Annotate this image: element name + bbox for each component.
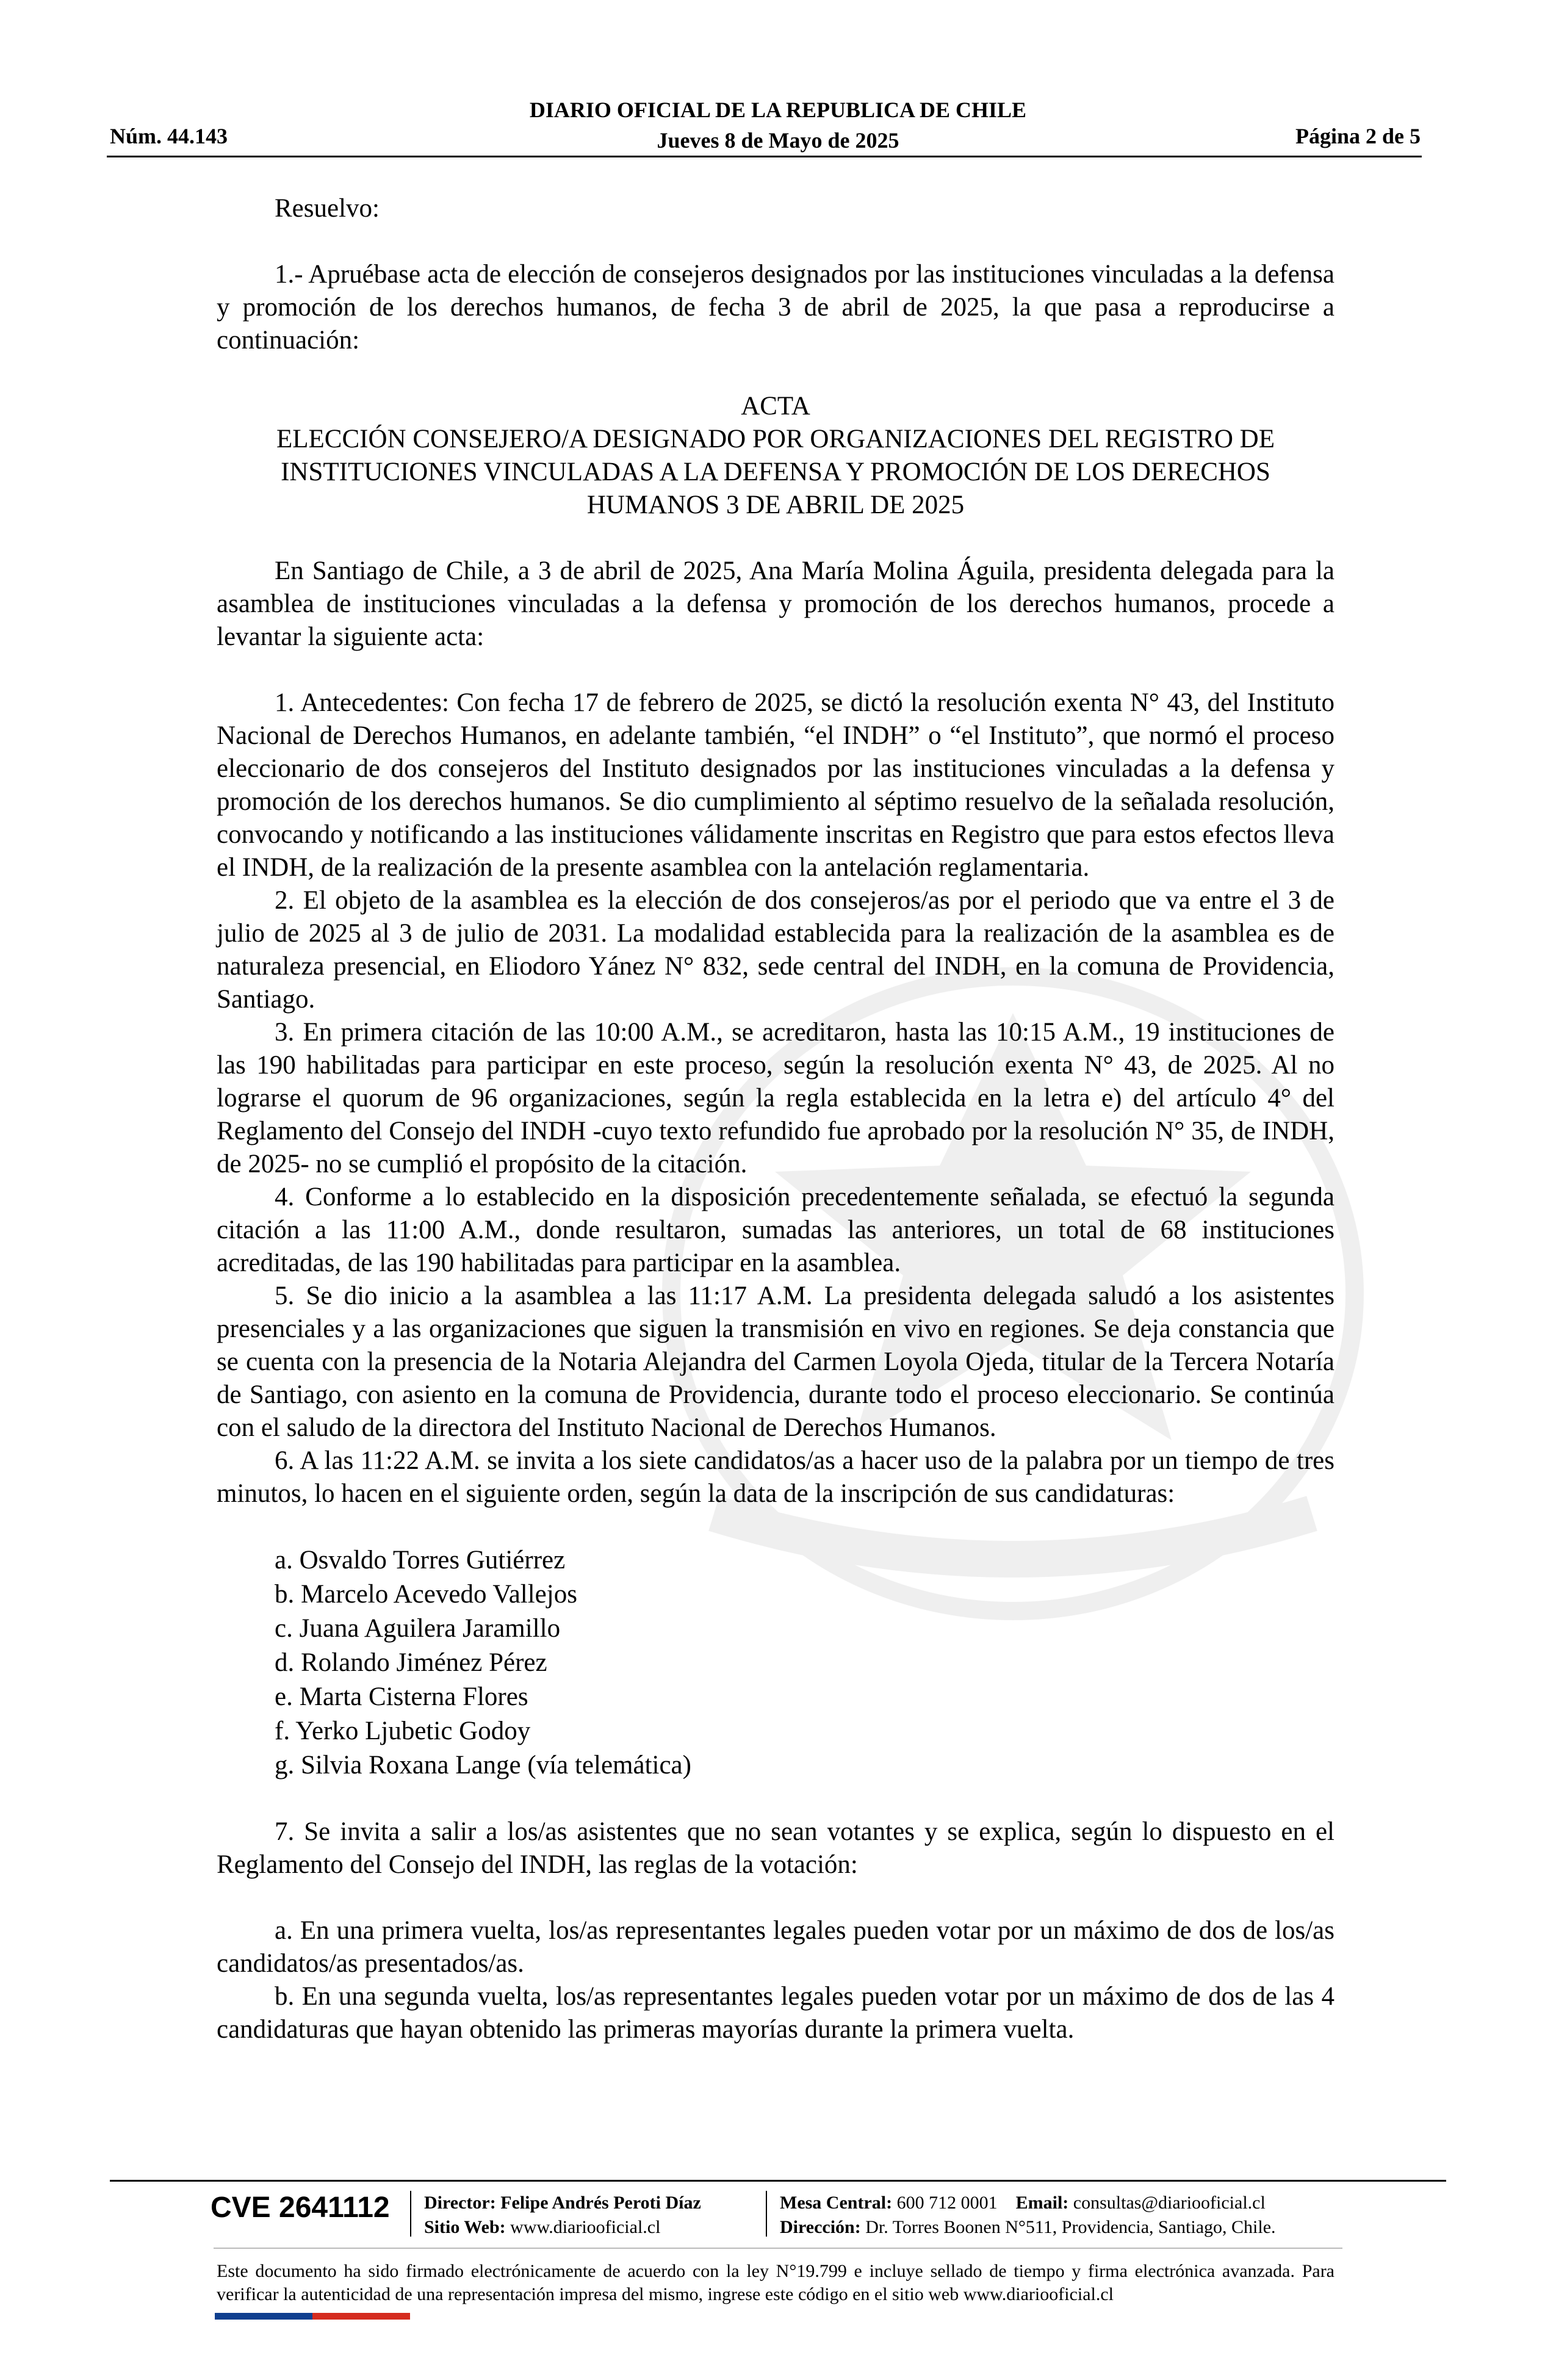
acta-item-6: 6. A las 11:22 A.M. se invita a los siete candidatos/as a hacer uso de la palabra por un tiempo de tres minutos, lo hacen en el siguiente orden, según la data de la inscripción de sus candidaturas: xyxy=(217,1446,1334,1508)
voting-rule-b: b. En una segunda vuelta, los/as representantes legales pueden votar por un máximo de dos de las 4 candidaturas que hayan obtenido las primeras mayorías durante la primera vuelta. xyxy=(217,1982,1334,2044)
candidate-list-item: e. Marta Cisterna Flores xyxy=(275,1682,528,1711)
acta-title: ACTA xyxy=(741,392,810,420)
footer-separator xyxy=(766,2191,767,2237)
footer-contact-block xyxy=(780,2191,1276,2240)
footer-director-block xyxy=(424,2191,701,2240)
document-body xyxy=(217,192,1334,2046)
candidate-list-item: g. Silvia Roxana Lange (vía telemática) xyxy=(275,1751,691,1780)
candidate-list-item: f. Yerko Ljubetic Godoy xyxy=(275,1717,531,1745)
candidate-list-item: b. Marcelo Acevedo Vallejos xyxy=(275,1580,577,1609)
acta-item-5: 5. Se dio inicio a la asamblea a las 11:17 A.M. La presidenta delegada saludó a los asistentes presenciales y a las organizaciones que siguen la transmisión en vivo en regiones. Se deja constancia que se cuenta con la presencia de la Notaria Alejandra del Carmen Loyola Ojeda, titular de la Tercera Notaría de Santiago, con asiento en la comuna de Providencia, durante todo el proceso eleccionario. Se continúa con el saludo de la directora del Instituto Nacional de Derechos Humanos. xyxy=(217,1282,1334,1442)
acta-item-1: 1. Antecedentes: Con fecha 17 de febrero de 2025, se dictó la resolución exenta N° 43, del Instituto Nacional de Derechos Humanos, en adelante también, “el INDH” o “el Instituto”, que normó el proceso eleccionario de dos consejeros del Instituto designados por las instituciones vinculadas a la defensa y promoción de los derechos humanos. Se dio cumplimiento al séptimo resuelvo de la señalada resolución, convocando y notificando a las instituciones válidamente inscritas en Registro que para estos efectos lleva el INDH, de la realización de la presente asamblea con la antelación reglamentaria. xyxy=(217,688,1334,882)
resuelvo-heading: Resuelvo: xyxy=(275,194,380,223)
email-label: Email: xyxy=(1015,2193,1069,2213)
acta-subtitle-line-1: ELECCIÓN CONSEJERO/A DESIGNADO POR ORGANIZACIONES DEL REGISTRO DE xyxy=(276,425,1275,453)
page-number: Página 2 de 5 xyxy=(1295,124,1421,148)
acta-item-7: 7. Se invita a salir a los/as asistentes que no sean votantes y se explica, según lo dispuesto en el Reglamento del Consejo del INDH, las reglas de la votación: xyxy=(217,1817,1334,1879)
acta-intro: En Santiago de Chile, a 3 de abril de 2025, Ana María Molina Águila, presidenta delegada para la asamblea de instituciones vinculadas a la defensa y promoción de los derechos humanos, procede a levantar la siguiente acta: xyxy=(217,557,1334,651)
newspaper-title: DIARIO OFICIAL DE LA REPUBLICA DE CHILE xyxy=(529,98,1027,122)
candidate-list-item: a. Osvaldo Torres Gutiérrez xyxy=(275,1546,566,1574)
electronic-signature-note: Este documento ha sido firmado electrónicamente de acuerdo con la ley N°19.799 e incluye sellado de tiempo y firma electrónica avanzada. Para verificar la autenticidad de una representación impresa del mismo, ingrese este código en el sitio web www.diariooficial.cl xyxy=(217,2261,1334,2304)
direccion-value: Dr. Torres Boonen N°511, Providencia, Santiago, Chile. xyxy=(865,2217,1276,2237)
director-label: Director: xyxy=(424,2193,496,2213)
acta-item-4: 4. Conforme a lo establecido en la disposición precedentemente señalada, se efectuó la segunda citación a las 11:00 A.M., donde resultaron, sumadas las anteriores, un total de 68 instituciones acreditadas, de las 190 habilitadas para participar en la asamblea. xyxy=(217,1183,1334,1277)
website-label: Sitio Web: xyxy=(424,2217,506,2237)
director-name: Felipe Andrés Peroti Díaz xyxy=(500,2193,701,2213)
issue-number: Núm. 44.143 xyxy=(110,124,228,148)
paragraph-1: 1.- Apruébase acta de elección de consejeros designados por las instituciones vinculadas a la defensa y promoción de los derechos humanos, de fecha 3 de abril de 2025, la que pasa a reproducirse a continuación: xyxy=(217,260,1334,355)
website-link[interactable]: www.diariooficial.cl xyxy=(510,2217,661,2237)
footer-divider xyxy=(110,2180,1446,2182)
flag-stripe-blue xyxy=(215,2313,312,2320)
cve-code: CVE 2641112 xyxy=(211,2191,390,2224)
header-divider xyxy=(107,156,1422,157)
acta-subtitle-line-2: INSTITUCIONES VINCULADAS A LA DEFENSA Y PROMOCIÓN DE LOS DERECHOS xyxy=(281,458,1270,486)
footer-separator xyxy=(410,2191,411,2237)
issue-date: Jueves 8 de Mayo de 2025 xyxy=(657,128,899,153)
voting-rule-a: a. En una primera vuelta, los/as representantes legales pueden votar por un máximo de dos de los/as candidatos/as presentados/as. xyxy=(217,1916,1334,1978)
acta-item-3: 3. En primera citación de las 10:00 A.M., se acreditaron, hasta las 10:15 A.M., 19 instituciones de las 190 habilitadas para participar en este proceso, según la resolución exenta N° 43, de 2025. Al no lograrse el quorum de 96 organizaciones, según la regla establecida en la letra e) del artículo 4° del Reglamento del Consejo del INDH -cuyo texto refundido fue aprobado por la resolución N° 35, de INDH, de 2025- no se cumplió el propósito de la citación. xyxy=(217,1018,1334,1178)
mesa-central-phone: 600 712 0001 xyxy=(896,2193,998,2213)
acta-item-2: 2. El objeto de la asamblea es la elección de dos consejeros/as por el periodo que va entre el 3 de julio de 2025 al 3 de julio de 2031. La modalidad establecida para la realización de la asamblea es de naturaleza presencial, en Eliodoro Yánez N° 832, sede central del INDH, en la comuna de Providencia, Santiago. xyxy=(217,886,1334,1014)
footer-thin-divider xyxy=(214,2248,1342,2249)
flag-stripe-red xyxy=(312,2313,410,2320)
candidate-list-item: d. Rolando Jiménez Pérez xyxy=(275,1648,547,1677)
direccion-label: Dirección: xyxy=(780,2217,861,2237)
email-link[interactable]: consultas@diariooficial.cl xyxy=(1073,2193,1266,2213)
candidate-list-item: c. Juana Aguilera Jaramillo xyxy=(275,1614,561,1643)
acta-subtitle-line-3: HUMANOS 3 DE ABRIL DE 2025 xyxy=(586,491,965,519)
mesa-central-label: Mesa Central: xyxy=(780,2193,893,2213)
